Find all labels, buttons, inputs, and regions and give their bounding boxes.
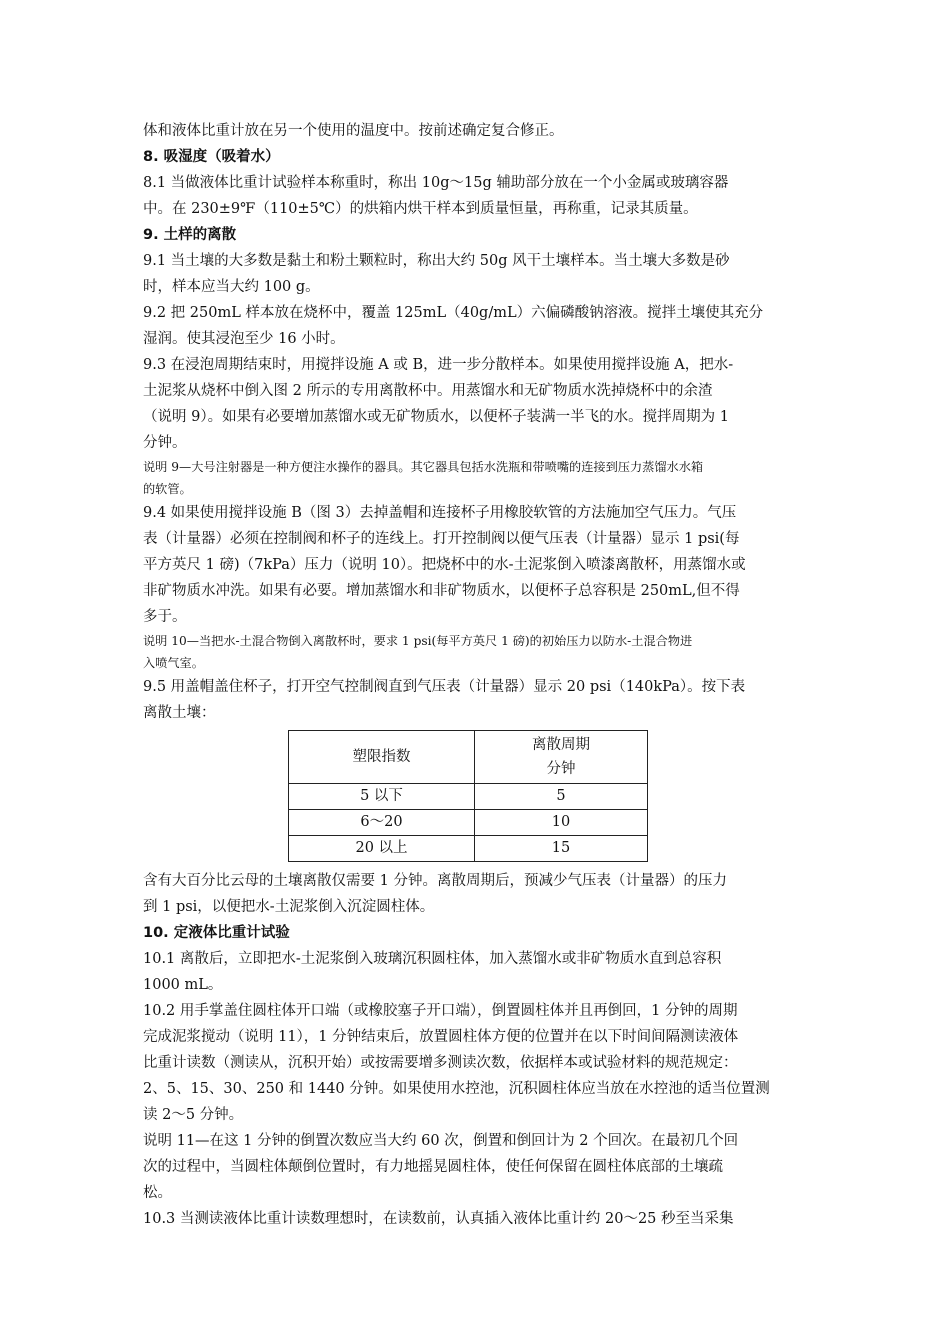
table-header-dispersion-period <box>475 731 648 784</box>
text-line: 10.3 当测读液体比重计读数理想时，在读数前，认真插入液体比重计约 20～25 秒至当采集 <box>143 1211 734 1227</box>
text-line: 次的过程中，当圆柱体颠倒位置时，有力地摇晃圆柱体，使任何保留在圆柱体底部的土壤疏 <box>143 1159 723 1175</box>
table-cell-index: 6～20 <box>289 810 475 836</box>
table-header-unit-label: 分钟 <box>546 761 576 777</box>
text-line: 离散土壤： <box>143 705 216 721</box>
note-line: 入喷气室。 <box>143 656 204 670</box>
section-heading: 10. 定液体比重计试验 <box>143 925 290 941</box>
table-cell-index: 5 以下 <box>289 784 475 810</box>
dispersion-table <box>288 730 648 862</box>
note-line: 的软管。 <box>143 482 192 496</box>
text-block-top <box>143 118 815 726</box>
text-line: 平方英尺 1 磅)（7kPa）压力（说明 10）。把烧杯中的水-土泥浆倒入喷漆离散杯，用蒸馏水或 <box>143 557 746 573</box>
text-line: 1000 mL。 <box>143 977 223 993</box>
text-line: 8.1 当做液体比重计试验样本称重时，称出 10g～15g 辅助部分放在一个小金属或玻璃容器 <box>143 175 729 191</box>
note-line: 说明 9—大号注射器是一种方便注水操作的器具。其它器具包括水洗瓶和带喷嘴的连接到压力蒸馏水水箱 <box>143 460 704 474</box>
text-line: 松。 <box>143 1185 172 1201</box>
text-line: 到 1 psi，以便把水-土泥浆倒入沉淀圆柱体。 <box>143 899 435 915</box>
text-line: 含有大百分比云母的土壤离散仅需要 1 分钟。离散周期后，预减少气压表（计量器）的压力 <box>143 873 727 889</box>
table-header-plasticity-index: 塑限指数 <box>289 731 475 784</box>
text-line: 10.1 离散后，立即把水-土泥浆倒入玻璃沉积圆柱体，加入蒸馏水或非矿物质水直到总容积 <box>143 951 722 967</box>
text-line: （说明 9）。如果有必要增加蒸馏水或无矿物质水，以便杯子装满一半飞的水。搅拌周期为 1 <box>143 409 729 425</box>
text-line: 9.4 如果使用搅拌设施 B（图 3）去掉盖帽和连接杯子用橡胶软管的方法施加空气压力。气压 <box>143 505 737 521</box>
note-line: 说明 10—当把水-土混合物倒入离散杯时，要求 1 psi(每平方英尺 1 磅)的初始压力以防水-土混合物进 <box>143 634 693 648</box>
text-line: 9.1 当土壤的大多数是黏土和粉土颗粒时，称出大约 50g 风干土壤样本。当土壤大多数是砂 <box>143 253 730 269</box>
text-line: 体和液体比重计放在另一个使用的温度中。按前述确定复合修正。 <box>143 123 564 139</box>
text-line: 9.5 用盖帽盖住杯子，打开空气控制阀直到气压表（计量器）显示 20 psi（140kPa）。按下表 <box>143 679 746 695</box>
table-cell-index: 20 以上 <box>289 836 475 862</box>
text-line: 读 2～5 分钟。 <box>143 1107 244 1123</box>
text-line: 2、5、15、30、250 和 1440 分钟。如果使用水控池，沉积圆柱体应当放在水控池的适当位置测 <box>143 1081 770 1097</box>
table-row <box>289 784 648 810</box>
text-line: 比重计读数（测读从，沉积开始）或按需要增多测读次数，依据样本或试验材料的规范规定： <box>143 1055 738 1071</box>
text-line: 10.2 用手掌盖住圆柱体开口端（或橡胶塞子开口端），倒置圆柱体并且再倒回，1 分钟的周期 <box>143 1003 738 1019</box>
table-cell-minutes: 15 <box>475 836 648 862</box>
text-line: 中。在 230±9℉（110±5℃）的烘箱内烘干样本到质量恒量，再称重，记录其质量。 <box>143 201 698 217</box>
text-line: 表（计量器）必须在控制阀和杯子的连线上。打开控制阀以便气压表（计量器）显示 1 psi(每 <box>143 531 740 547</box>
table-cell-minutes: 5 <box>475 784 648 810</box>
text-line: 湿润。使其浸泡至少 16 小时。 <box>143 331 345 347</box>
text-line: 9.2 把 250mL 样本放在烧杯中，覆盖 125mL（40g/mL）六偏磷酸钠溶液。搅拌土壤使其充分 <box>143 305 764 321</box>
text-line: 分钟。 <box>143 435 187 451</box>
table-header-row <box>289 731 648 784</box>
text-line: 非矿物质水冲洗。如果有必要。增加蒸馏水和非矿物质水，以便杯子总容积是 250mL,但不得 <box>143 583 740 599</box>
text-line: 完成泥浆搅动（说明 11），1 分钟结束后，放置圆柱体方便的位置并在以下时间间隔测读液体 <box>143 1029 739 1045</box>
table-header-period-label: 离散周期 <box>532 737 590 753</box>
text-line: 9.3 在浸泡周期结束时，用搅拌设施 A 或 B，进一步分散样本。如果使用搅拌设施 A，把水- <box>143 357 734 373</box>
table-row <box>289 810 648 836</box>
document-page <box>143 118 815 1232</box>
section-heading: 9. 土样的离散 <box>143 227 237 243</box>
text-line: 时，样本应当大约 100 g。 <box>143 279 320 295</box>
table-cell-minutes: 10 <box>475 810 648 836</box>
text-line: 多于。 <box>143 609 187 625</box>
text-line: 说明 11—在这 1 分钟的倒置次数应当大约 60 次，倒置和倒回计为 2 个回次。在最初几个回 <box>143 1133 739 1149</box>
section-heading: 8. 吸湿度（吸着水） <box>143 149 280 165</box>
text-line: 土泥浆从烧杯中倒入图 2 所示的专用离散杯中。用蒸馏水和无矿物质水洗掉烧杯中的余渣 <box>143 383 713 399</box>
text-block-bottom <box>143 868 815 1232</box>
table-row <box>289 836 648 862</box>
